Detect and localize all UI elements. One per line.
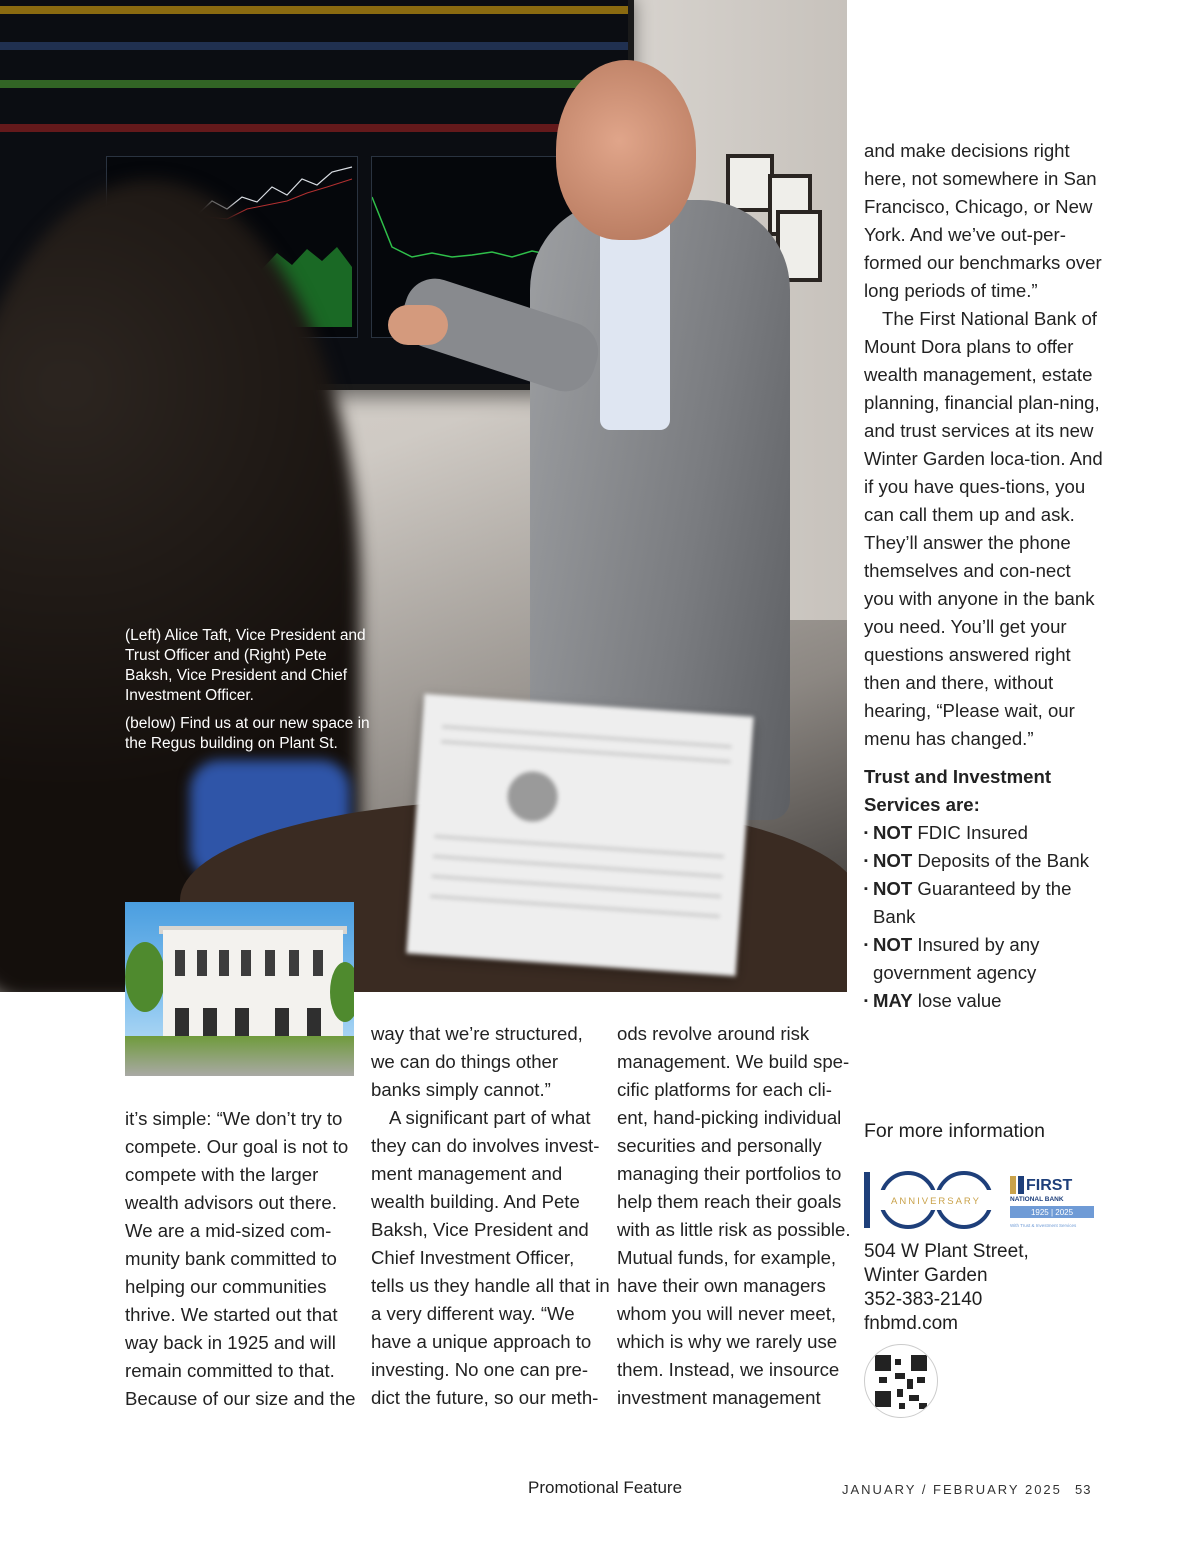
man-shirt — [600, 210, 670, 430]
paragraph: and make decisions right here, not somewhere in San Francisco, Chicago, or New York. And we’ve out-per-formed our benchmarks over long periods of time.” — [864, 140, 1102, 301]
bank-anniversary-logo — [864, 1170, 1096, 1230]
paragraph: it’s simple: “We don’t try to compete. Our goal is not to compete with the larger wealth advisors out there. We are a mid-sized com-munity bank committed to helping our communities thrive. We started out that way back in 1925 and will remain committed to that. Because of our size and the — [125, 1108, 356, 1409]
anniversary-text: ANNIVERSARY — [891, 1196, 981, 1207]
caption-below: (below) Find us at our new space in the Regus building on Plant St. — [125, 715, 370, 752]
disclosure-heading: Trust and Investment Services are: — [864, 766, 1052, 815]
city: Winter Garden — [864, 1265, 988, 1286]
paragraph: way that we’re structured, we can do things other banks simply cannot.” — [371, 1023, 583, 1100]
man-hand — [388, 305, 448, 345]
footer-issue: JANUARY / FEBRUARY 2025 — [842, 1482, 1062, 1497]
article-column-4 — [864, 137, 1104, 1015]
disclosure-item: ▪ NOT Insured by any government agency — [864, 931, 1104, 987]
paragraph: The First National Bank of Mount Dora plans to offer wealth management, estate planning, financial plan-ning, and trust services at its new Winter Garden loca-tion. And if you have ques-tions, you can call them up and ask. They’ll answer the phone themselves and con-nect you with anyone in the bank you need. You’ll get your questions answered right then and there, without hearing, “Please wait, our menu has changed.” — [864, 308, 1103, 749]
phone-number[interactable]: 352-383-2140 — [864, 1289, 983, 1310]
caption-main: (Left) Alice Taft, Vice President and Trust Officer and (Right) Pete Baksh, Vice President and Chief Investment Officer. — [125, 627, 366, 704]
website-link[interactable]: fnbmd.com — [864, 1313, 958, 1334]
man-head — [556, 60, 696, 240]
held-document — [406, 694, 753, 976]
disclosure-item: ▪ NOT Guaranteed by the Bank — [864, 875, 1104, 931]
disclosure-item: ▪ NOT Deposits of the Bank — [864, 847, 1104, 875]
info-heading: For more information — [864, 1120, 1045, 1142]
article-column-1 — [125, 1105, 365, 1413]
address-block — [864, 1240, 1104, 1336]
bank-name-national: NATIONAL BANK — [1010, 1196, 1064, 1203]
hero-photo — [0, 0, 847, 992]
paragraph: ods revolve around risk management. We build spe-cific platforms for each cli-ent, hand-picking individual securities and personally managing their portfolios to help them reach their goals with as little risk as possible. Mutual funds, for example, have their own managers whom you will never meet, which is why we rarely use them. Instead, we insource investment management — [617, 1023, 851, 1408]
photo-caption — [125, 626, 370, 762]
footer-label: Promotional Feature — [528, 1478, 683, 1497]
street-address: 504 W Plant Street, — [864, 1241, 1029, 1262]
bank-years: 1925 | 2025 — [1030, 1208, 1074, 1217]
disclosure-item: ▪ MAY lose value — [864, 987, 1104, 1015]
article-column-2 — [371, 1020, 611, 1412]
contact-info — [864, 1118, 1104, 1334]
disclosure-list — [864, 819, 1104, 1015]
article-column-3 — [617, 1020, 857, 1412]
disclosure-item: ▪ NOT FDIC Insured — [864, 819, 1104, 847]
paragraph: A significant part of what they can do involves invest-ment management and wealth building. And Pete Baksh, Vice President and Chief Investment Officer, tells us they handle all that in a very different way. “We have a unique approach to investing. No one can pre-dict the future, so our meth- — [371, 1107, 610, 1408]
bank-tagline: With Trust & Investment Services — [1010, 1223, 1077, 1228]
page-number: 53 — [1075, 1482, 1092, 1497]
qr-code-icon[interactable] — [864, 1344, 938, 1418]
building-photo — [125, 902, 354, 1076]
bank-name-first: FIRST — [1026, 1177, 1073, 1194]
